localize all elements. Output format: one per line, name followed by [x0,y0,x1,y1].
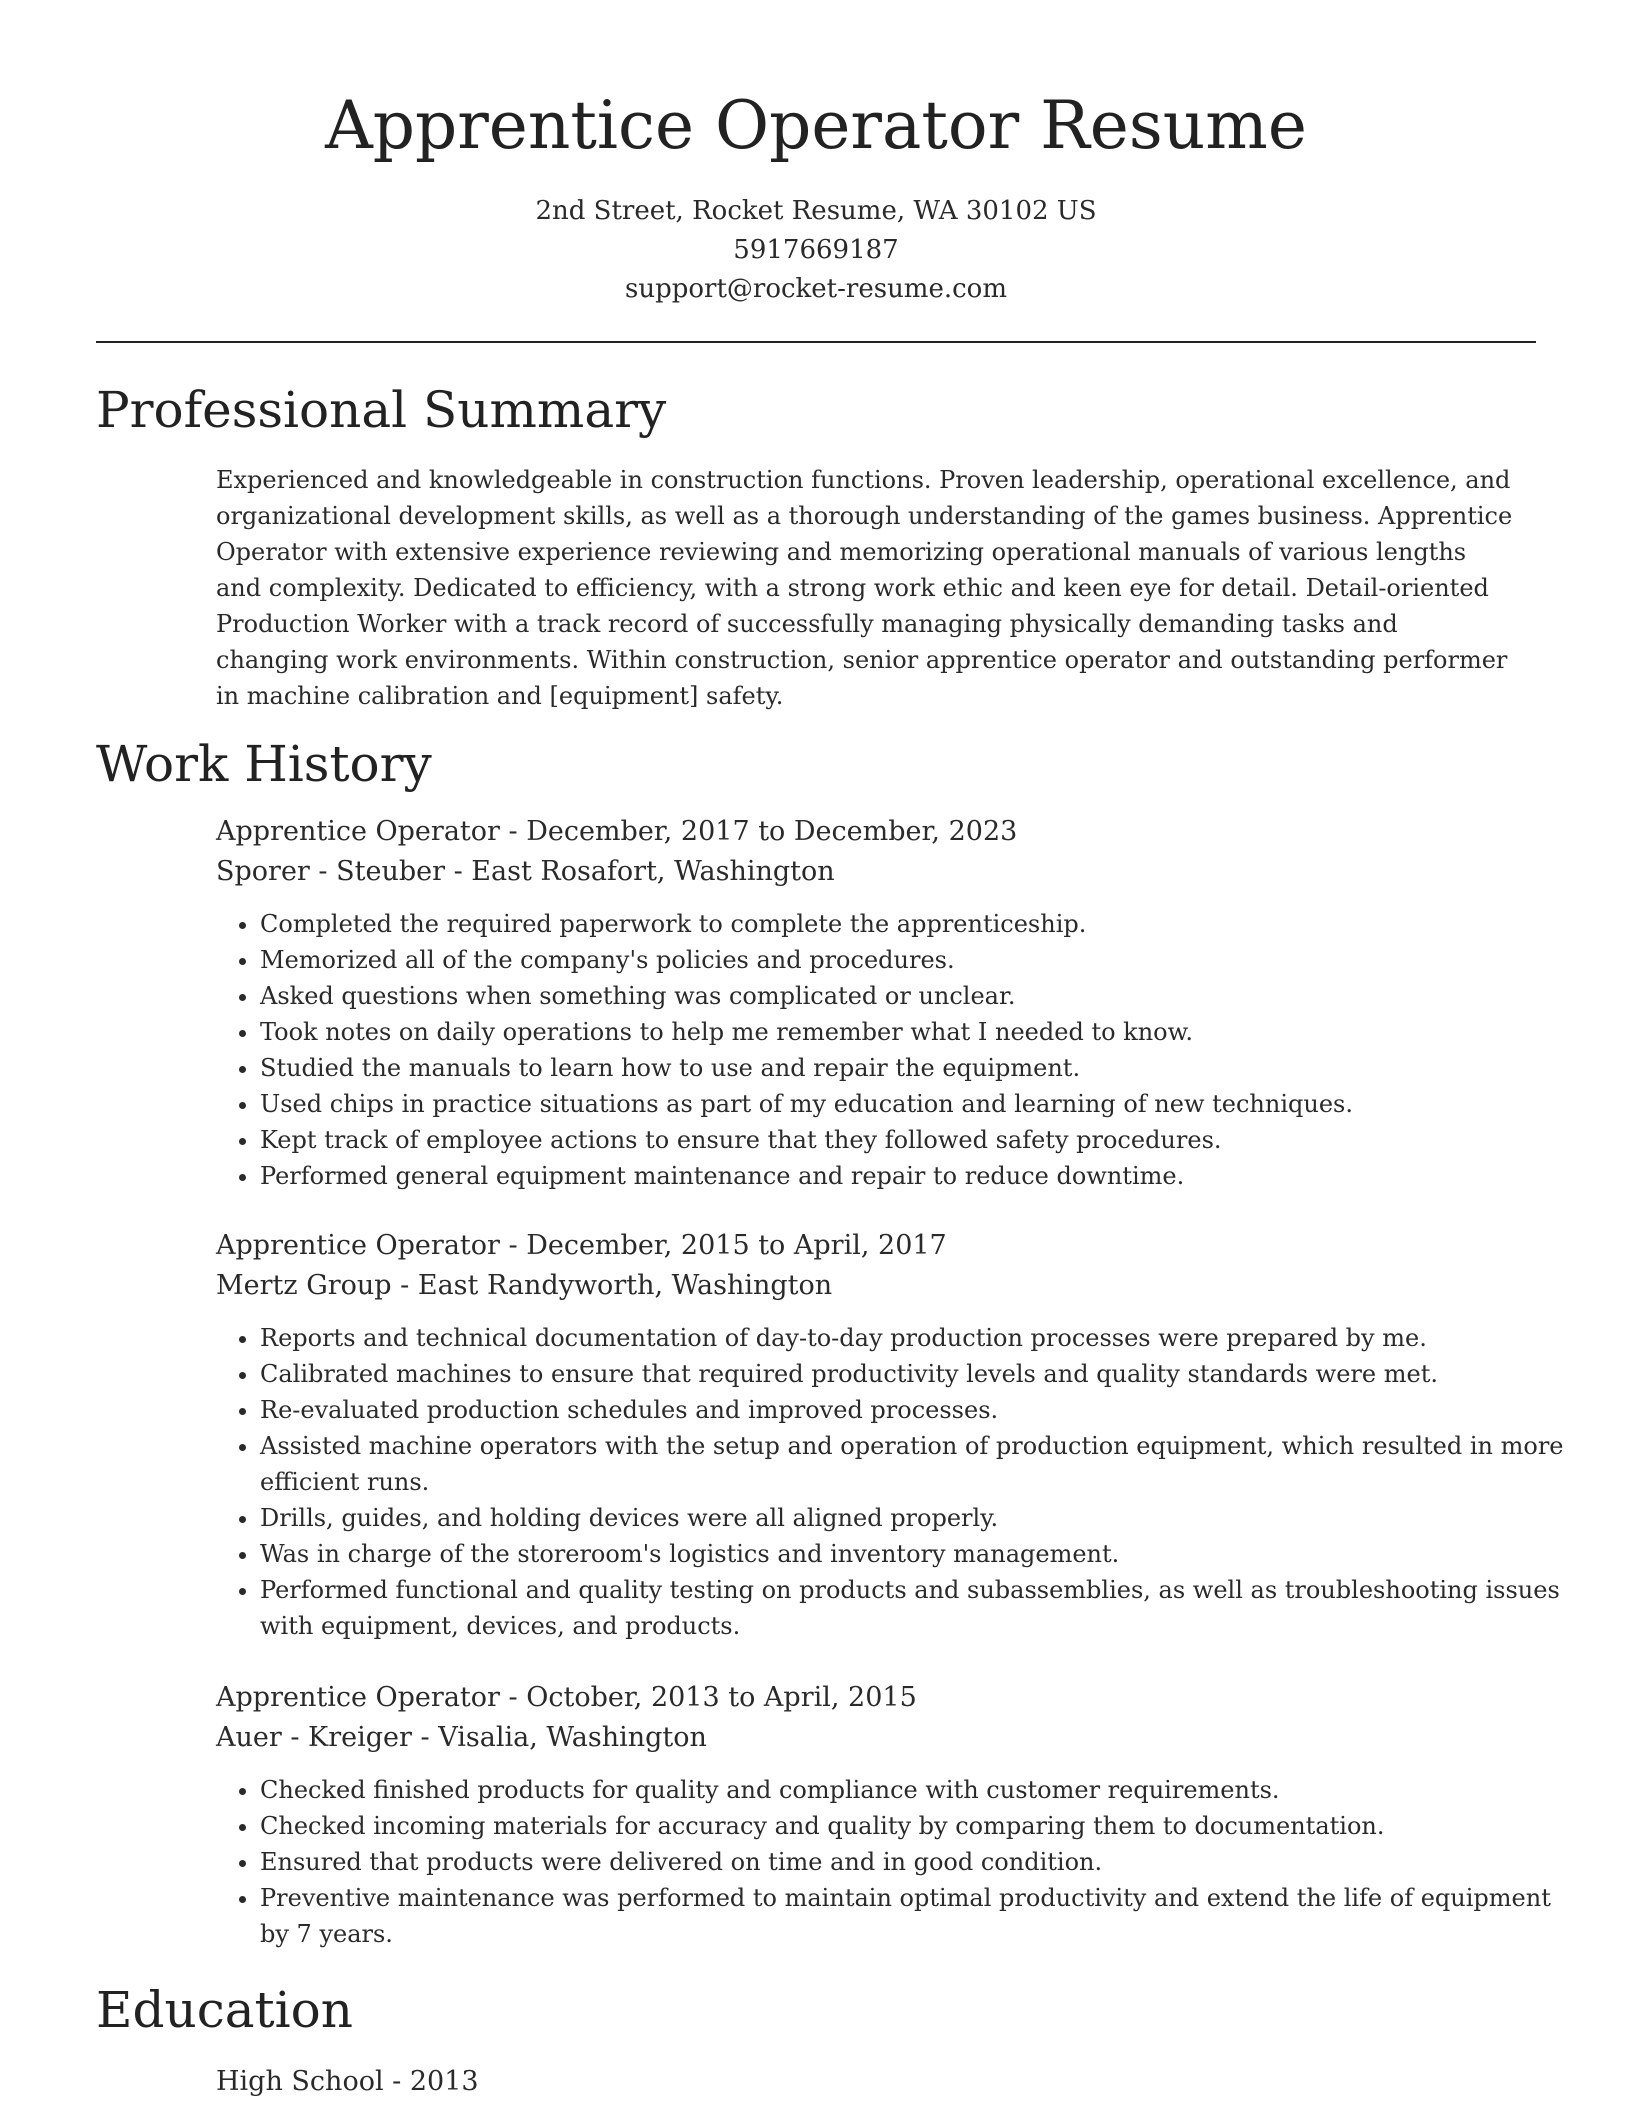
summary-heading: Professional Summary [96,381,667,439]
contact-address: 2nd Street, Rocket Resume, WA 30102 US [535,196,1097,226]
job-bullet: • Preventive maintenance was performed to maintain optimal productivity and extend the life of equipment by 7 years. [260,1880,1580,1952]
job-bullet: • Took notes on daily operations to help me remember what I needed to know. [260,1014,1580,1050]
job-title-line: Apprentice Operator - October, 2013 to April, 2015 [216,1682,917,1713]
job-bullet: • Performed general equipment maintenance and repair to reduce downtime. [260,1158,1580,1194]
work-history-heading: Work History [96,735,432,793]
job-bullet: • Drills, guides, and holding devices were all aligned properly. [260,1500,1580,1536]
job-bullet: • Checked finished products for quality and compliance with customer requirements. [260,1772,1580,1808]
job-bullet: • Performed functional and quality testing on products and subassemblies, as well as troubleshooting issues with equipment, devices, and products. [260,1572,1580,1644]
job-bullet: • Used chips in practice situations as part of my education and learning of new techniques. [260,1086,1580,1122]
summary-text: Experienced and knowledgeable in construction functions. Proven leadership, operational excellence, and organizational development skills, as well as a thorough understanding of the games business. Apprentice Operator with extensive experience reviewing and memorizing operational manuals of various lengths and complexity. Dedicated to efficiency, with a strong work ethic and keen eye for detail. Detail-oriented Production Worker with a track record of successfully managing physically demanding tasks and changing work environments. Within construction, senior apprentice operator and outstanding performer in machine calibration and [equipment] safety. [216,466,1513,710]
job-bullet: • Memorized all of the company's policies and procedures. [260,942,1580,978]
job-bullet-list [216,1320,1580,1644]
contact-phone: 5917669187 [733,235,899,265]
resume-title: Apprentice Operator Resume [325,87,1307,164]
job-bullet: • Assisted machine operators with the setup and operation of production equipment, which resulted in more efficient runs. [260,1428,1580,1500]
job-bullet: • Re-evaluated production schedules and improved processes. [260,1392,1580,1428]
job-bullet: • Completed the required paperwork to complete the apprenticeship. [260,906,1580,942]
education-entry: High School - 2013 [216,2066,479,2097]
contact-block [0,192,1632,309]
job-bullet-list [216,906,1580,1194]
job-title-line: Apprentice Operator - December, 2015 to April, 2017 [216,1230,947,1261]
job-company-line: Auer - Kreiger - Visalia, Washington [216,1722,707,1753]
job-bullet: • Was in charge of the storeroom's logistics and inventory management. [260,1536,1580,1572]
job-company-line: Sporer - Steuber - East Rosafort, Washington [216,856,835,887]
job-bullet: • Studied the manuals to learn how to use and repair the equipment. [260,1050,1580,1086]
job-bullet: • Reports and technical documentation of day-to-day production processes were prepared by me. [260,1320,1580,1356]
job-bullet: • Ensured that products were delivered on time and in good condition. [260,1844,1580,1880]
job-title-line: Apprentice Operator - December, 2017 to December, 2023 [216,816,1018,847]
job-bullet: • Asked questions when something was complicated or unclear. [260,978,1580,1014]
job-company-line: Mertz Group - East Randyworth, Washington [216,1270,833,1301]
education-heading: Education [96,1981,353,2039]
header-divider [96,341,1536,343]
job-bullet: • Checked incoming materials for accuracy and quality by comparing them to documentation. [260,1808,1580,1844]
contact-email: support@rocket-resume.com [624,274,1007,304]
job-bullet: • Calibrated machines to ensure that required productivity levels and quality standards were met. [260,1356,1580,1392]
job-bullet-list [216,1772,1580,1952]
job-bullet: • Kept track of employee actions to ensure that they followed safety procedures. [260,1122,1580,1158]
